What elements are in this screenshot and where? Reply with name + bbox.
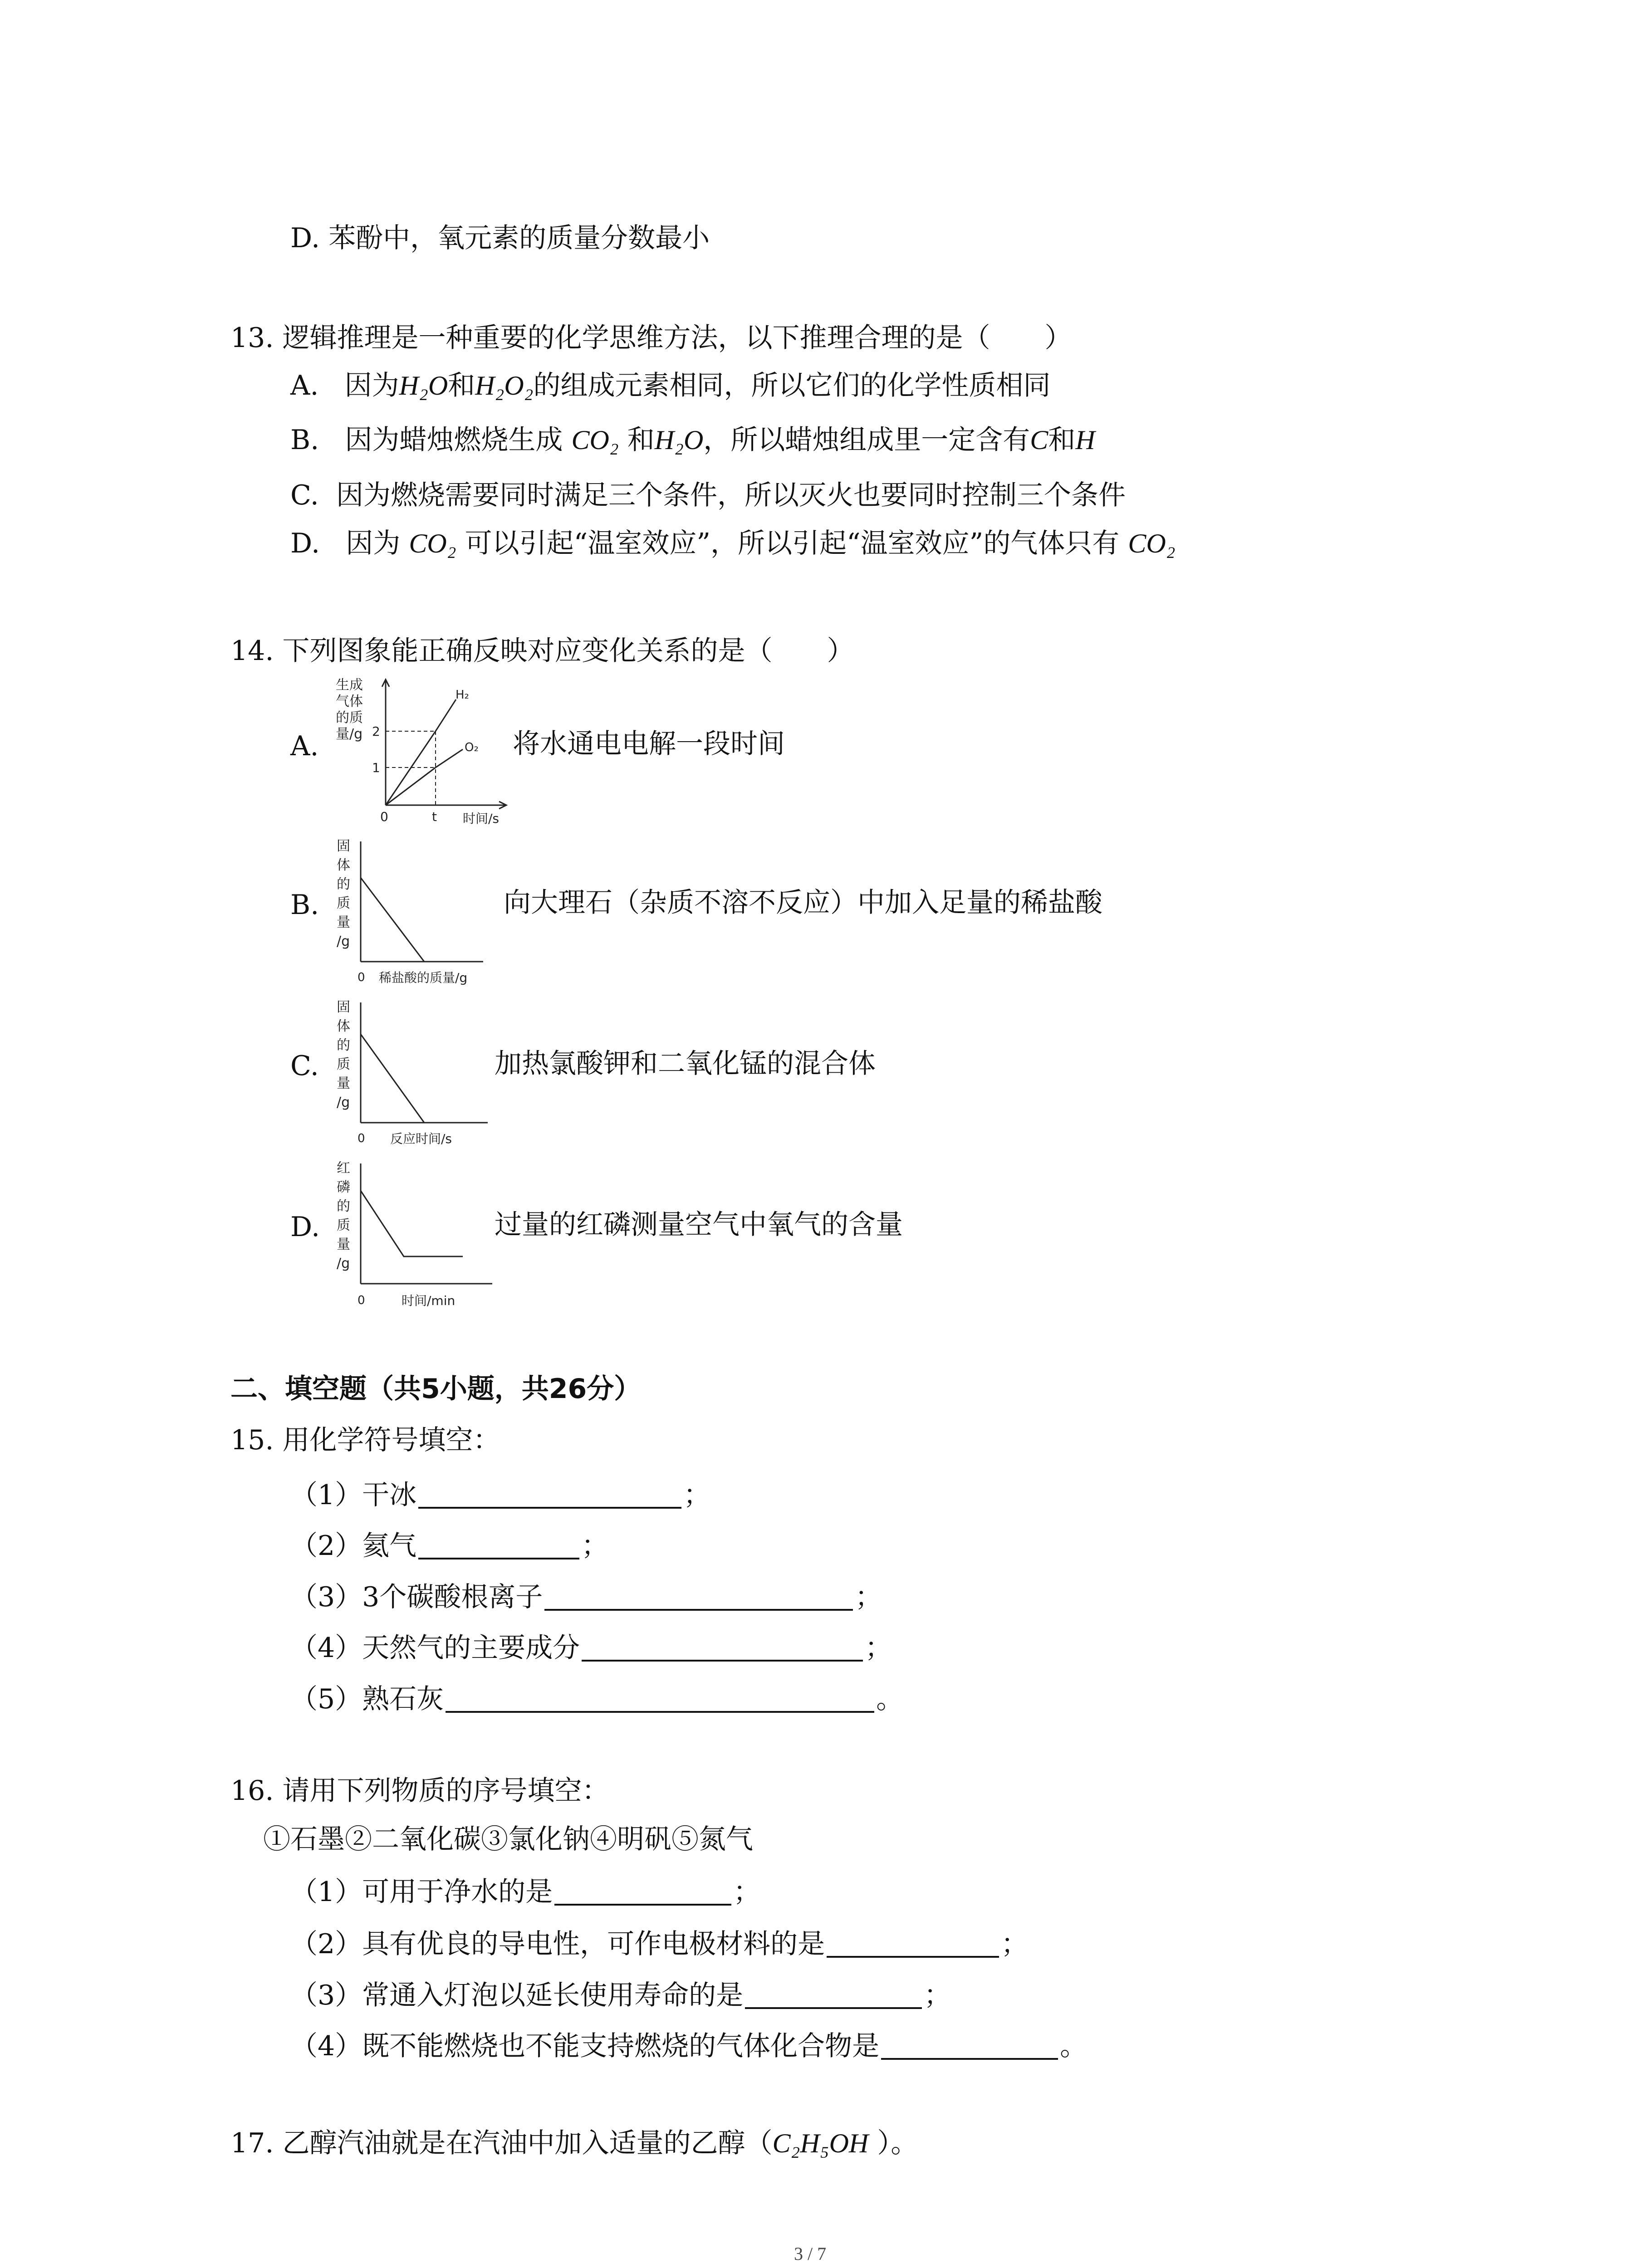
answer-blank[interactable] [418,1530,579,1559]
formula: C₂H₅OH [772,2128,869,2158]
y-label-2: 磷 [337,1179,350,1195]
text: 17. 乙醇汽油就是在汽油中加入适量的乙醇（ [230,2127,773,2159]
answer-blank[interactable] [418,1479,681,1509]
item-text: （2）具有优良的导电性，可作电极材料的是 [290,1928,825,1960]
formula: CO₂ [409,528,456,558]
y-label-2: 体 [337,1018,350,1034]
q14-option-c-text: 加热氯酸钾和二氧化锰的混合体 [495,1048,876,1080]
item-end: ； [581,1530,609,1562]
q14-option-a-label: A. [290,730,319,762]
tick-t: t [432,809,437,824]
y-label-4: 质 [337,1056,350,1072]
graph-a-electrolysis [327,671,517,826]
formula: CO₂ [571,425,619,455]
q13-option-c [290,479,1126,511]
q13-stem: 13. 逻辑推理是一种重要的化学思维方法，以下推理合理的是（ ） [230,322,1072,354]
q15-item-2 [290,1530,609,1562]
q15-item-3 [290,1581,882,1611]
item-end: 。 [1060,2030,1087,2062]
q14-option-b-text: 向大理石（杂质不溶不反应）中加入足量的稀盐酸 [504,887,1102,919]
q16-options: ①石墨②二氧化碳③氯化钠④明矾⑤氮气 [263,1823,753,1855]
answer-blank[interactable] [582,1632,863,1662]
answer-blank[interactable] [554,1876,731,1906]
option-label: D. [290,528,320,559]
answer-blank[interactable] [827,1928,999,1958]
x-label: 时间/s [463,811,500,826]
answer-blank[interactable] [446,1683,874,1713]
q16-item-1 [290,1876,760,1906]
section-title: 二、填空题（共5小题，共26分） [230,1373,642,1405]
q16-item-4 [290,2030,1087,2060]
text: 因为 [346,528,401,559]
y-label-6: /g [337,934,350,949]
text: 因为蜡烛燃烧生成 [345,424,563,456]
origin: 0 [358,1132,365,1145]
y-label-3: 的质 [336,710,363,726]
q16-item-3 [290,1979,951,2009]
tick-2: 2 [372,724,380,739]
series-line [361,878,424,962]
formula: H₂O [654,425,704,455]
origin: 0 [380,809,388,824]
q14-option-d-text: 过量的红磷测量空气中氧气的含量 [495,1209,903,1241]
page-number: 3 / 7 [794,2244,827,2264]
y-label-2: 气体 [336,694,363,709]
q13-option-a [290,372,1051,399]
q14-option-a-text: 将水通电电解一段时间 [513,728,785,760]
q14-stem: 14. 下列图象能正确反映对应变化关系的是（ ） [230,635,854,667]
text: 和 [448,370,475,401]
graph-b-marble [327,832,508,987]
graph-d-red-phosphorus [327,1154,508,1311]
series-o2-line [386,767,436,805]
y-label-6: /g [337,1095,350,1110]
q16-item-2 [290,1928,1028,1958]
y-label-3: 的 [337,1198,350,1214]
q14-option-d-label: D. [290,1211,320,1243]
q12-option-d: D. 苯酚中，氧元素的质量分数最小 [290,222,710,254]
series-h2-label: H₂ [456,688,469,702]
text: ，所以蜡烛组成里一定含有 [703,424,1030,456]
item-text: （3）3个碳酸根离子 [290,1581,543,1613]
item-text: （2）氦气 [290,1530,417,1562]
answer-blank[interactable] [881,2030,1058,2060]
text: 可以引起“温室效应”，所以引起“温室效应”的气体只有 [465,528,1120,559]
y-label-5: 量 [337,914,350,930]
graph-c-kclo3 [327,993,508,1148]
item-end: ； [855,1581,882,1613]
item-text: （5）熟石灰 [290,1683,444,1715]
item-text: （4）天然气的主要成分 [290,1632,580,1664]
q13-option-d [290,530,1176,557]
y-label-4: 质 [337,1217,350,1233]
option-label: B. [290,424,319,456]
formula: CO₂ [1128,528,1176,558]
series-o2-extension [436,749,463,767]
q14-option-b-label: B. [290,889,319,921]
formula: C [1030,425,1048,455]
q15-item-5 [290,1683,903,1713]
origin: 0 [358,971,365,984]
y-label-3: 的 [337,1037,350,1053]
item-end: ； [865,1632,892,1664]
formula: H₂O [399,371,448,401]
y-label-1: 生成 [336,677,363,693]
item-end: ； [1001,1928,1029,1960]
q15-stem: 15. 用化学符号填空： [230,1424,500,1456]
y-label-5: 量 [337,1075,350,1091]
formula: H [1075,425,1095,455]
item-end: ； [733,1876,761,1908]
q13-option-b [290,426,1095,454]
y-label-2: 体 [337,857,350,873]
tick-1: 1 [372,760,380,775]
text: 的组成元素相同，所以它们的化学性质相同 [533,370,1051,401]
item-text: （3）常通入灯泡以延长使用寿命的是 [290,1980,744,2011]
y-label-4: 质 [337,895,350,911]
origin: 0 [358,1294,365,1307]
text: 和 [627,424,655,456]
text: 因为燃烧需要同时满足三个条件，所以灭火也要同时控制三个条件 [336,479,1126,511]
x-label: 反应时间/s [390,1131,452,1146]
item-end: ； [924,1980,951,2011]
item-text: （4）既不能燃烧也不能支持燃烧的气体化合物是 [290,2030,880,2062]
answer-blank[interactable] [745,1979,922,2009]
item-end: 。 [876,1683,904,1715]
series-line [361,1191,463,1256]
formula: H₂O₂ [475,371,534,401]
text: ）。 [877,2127,918,2159]
q14-option-c-label: C. [290,1050,319,1082]
text: 和 [1048,424,1076,456]
text: 因为 [344,370,399,401]
item-text: （1）可用于净水的是 [290,1876,553,1908]
q17-stem [230,2127,918,2159]
y-label-3: 的 [337,876,350,892]
y-label-4: 量/g [336,726,363,742]
x-label: 时间/min [402,1293,456,1308]
series-h2-extension [436,699,456,731]
y-label-1: 红 [337,1160,350,1176]
option-label: A. [290,370,319,401]
y-label-6: /g [337,1256,350,1271]
series-o2-label: O₂ [465,741,479,754]
series-h2-line [386,731,436,805]
option-label: C. [290,479,319,511]
item-text: （1）干冰 [290,1479,417,1511]
q15-item-4 [290,1632,892,1662]
y-label-5: 量 [337,1237,350,1252]
y-label-1: 固 [337,999,350,1015]
series-line [361,1034,424,1123]
answer-blank[interactable] [544,1581,853,1611]
item-end: ； [683,1479,711,1511]
q15-item-1 [290,1479,710,1509]
y-label-1: 固 [337,838,350,854]
q16-stem: 16. 请用下列物质的序号填空： [230,1775,609,1807]
x-label: 稀盐酸的质量/g [379,970,468,985]
